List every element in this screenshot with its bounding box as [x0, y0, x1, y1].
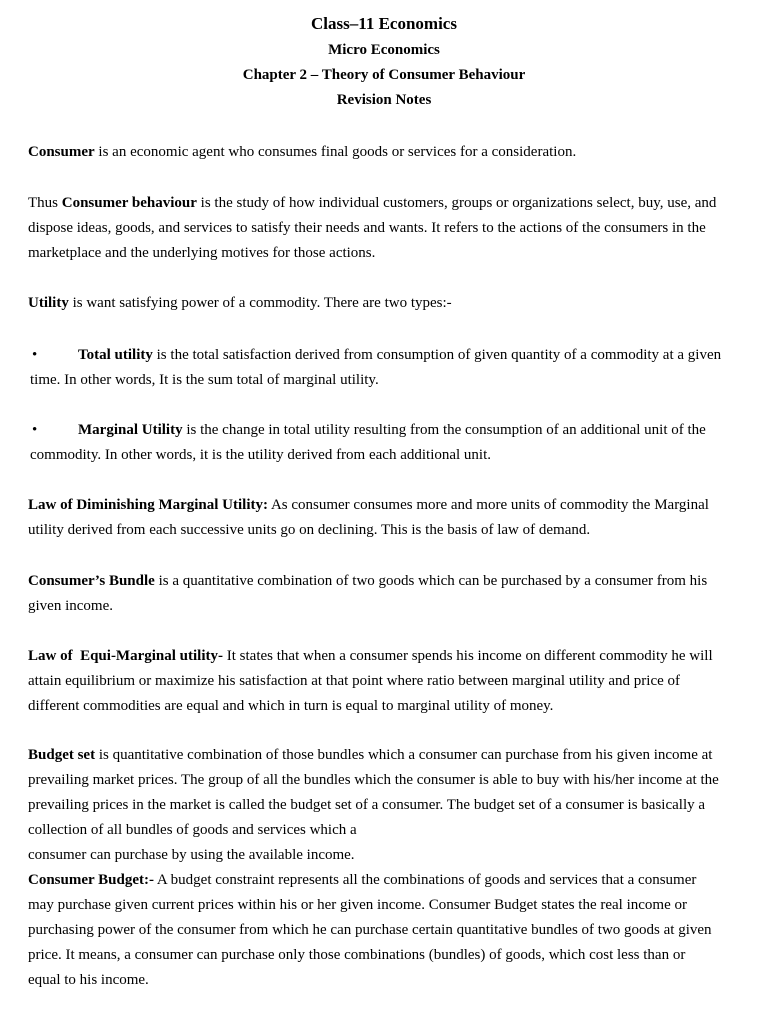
paragraph-text: is the total satisfaction derived from consumption of given quantity of a commodity at a given	[152, 347, 722, 363]
paragraph-line: equal to his income.	[28, 972, 149, 988]
bullet-icon: •	[32, 347, 38, 363]
paragraph-text: Thus	[28, 195, 62, 211]
paragraph-line	[28, 743, 744, 768]
paragraph-consumer-budget	[28, 868, 744, 993]
paragraph-line	[28, 644, 744, 669]
paragraph-line: may purchase given current prices within his or her given income. Consumer Budget states the real income or	[28, 897, 687, 913]
term-consumers-bundle: Consumer’s Bundle	[28, 573, 155, 589]
paragraph-consumer-behaviour	[28, 191, 744, 266]
revision-notes-heading: Revision Notes	[336, 92, 432, 108]
bullet-marginal-utility	[30, 418, 746, 468]
paragraph-line: different commodities are equal and which in turn is equal to marginal utility of money.	[28, 698, 554, 714]
paragraph-text: is want satisfying power of a commodity. There are two types:-	[68, 295, 452, 311]
bullet-icon: •	[32, 422, 38, 438]
paragraph-line	[28, 569, 744, 594]
term-consumer-budget: Consumer Budget:-	[28, 872, 154, 888]
term-consumer: Consumer	[28, 144, 95, 160]
term-budget-set: Budget set	[28, 747, 96, 763]
paragraph-line	[28, 140, 744, 165]
paragraph-line: purchasing power of the consumer from which he can purchase certain quantitative bundles of two goods at given	[28, 922, 712, 938]
paragraph-law-diminishing-marginal-utility	[28, 493, 744, 543]
document-title: Class–11 Economics	[311, 14, 457, 33]
paragraph-line	[30, 418, 746, 443]
paragraph-line: consumer can purchase by using the available income.	[28, 847, 355, 863]
paragraph-line: prevailing prices in the market is called the budget set of a consumer. The budget set of a consumer is basically a	[28, 797, 706, 813]
term-consumer-behaviour: Consumer behaviour	[61, 195, 197, 211]
paragraph-text: is quantitative combination of those bundles which a consumer can purchase from his given income at	[95, 747, 713, 763]
term-utility: Utility	[28, 295, 69, 311]
paragraph-line: dispose ideas, goods, and services to satisfy their needs and wants. It refers to the actions of the consumers in the	[28, 220, 706, 236]
paragraph-line: time. In other words, It is the sum total of marginal utility.	[30, 372, 379, 388]
paragraph-line: utility derived from each successive units go on declining. This is the basis of law of demand.	[28, 522, 591, 538]
paragraph-line: given income.	[28, 598, 113, 614]
paragraph-law-equi-marginal-utility	[28, 644, 744, 719]
paragraph-line: prevailing market prices. The group of all the bundles which the consumer is able to buy with his/her income at the	[28, 772, 719, 788]
paragraph-line	[28, 191, 744, 216]
paragraph-budget-set	[28, 743, 744, 868]
paragraph-text: is the study of how individual customers, groups or organizations select, buy, use, and	[196, 195, 717, 211]
paragraph-consumers-bundle	[28, 569, 744, 619]
term-law-emu: Law of Equi-Marginal utility-	[28, 648, 224, 664]
document-subtitle: Micro Economics	[328, 42, 440, 58]
paragraph-text: is an economic agent who consumes final goods or services for a consideration.	[94, 144, 577, 160]
term-total-utility: Total utility	[78, 347, 153, 363]
term-marginal-utility: Marginal Utility	[78, 422, 183, 438]
paragraph-line	[30, 343, 746, 368]
paragraph-text: is a quantitative combination of two goods which can be purchased by a consumer from his	[154, 573, 708, 589]
bullet-total-utility	[30, 343, 746, 393]
paragraph-line: marketplace and the underlying motives for those actions.	[28, 245, 376, 261]
term-law-dmu: Law of Diminishing Marginal Utility:	[28, 497, 269, 513]
paragraph-line: price. It means, a consumer can purchase only those combinations (bundles) of goods, which cost less than or	[28, 947, 686, 963]
paragraph-line: attain equilibrium or maximize his satisfaction at that point where ratio between marginal utility and price of	[28, 673, 681, 689]
paragraph-line	[28, 868, 744, 893]
paragraph-line: collection of all bundles of goods and services which a	[28, 822, 357, 838]
paragraph-text: It states that when a consumer spends his income on different commodity he will	[223, 648, 713, 664]
paragraph-text: A budget constraint represents all the combinations of goods and services that a consumer	[153, 872, 697, 888]
paragraph-consumer	[28, 140, 744, 165]
paragraph-line	[28, 493, 744, 518]
chapter-heading: Chapter 2 – Theory of Consumer Behaviour	[242, 67, 526, 83]
paragraph-line: commodity. In other words, it is the utility derived from each additional unit.	[30, 447, 492, 463]
paragraph-line	[28, 291, 744, 316]
paragraph-text: As consumer consumes more and more units of commodity the Marginal	[268, 497, 709, 513]
paragraph-utility	[28, 291, 744, 316]
paragraph-text: is the change in total utility resulting from the consumption of an additional unit of the	[182, 422, 706, 438]
